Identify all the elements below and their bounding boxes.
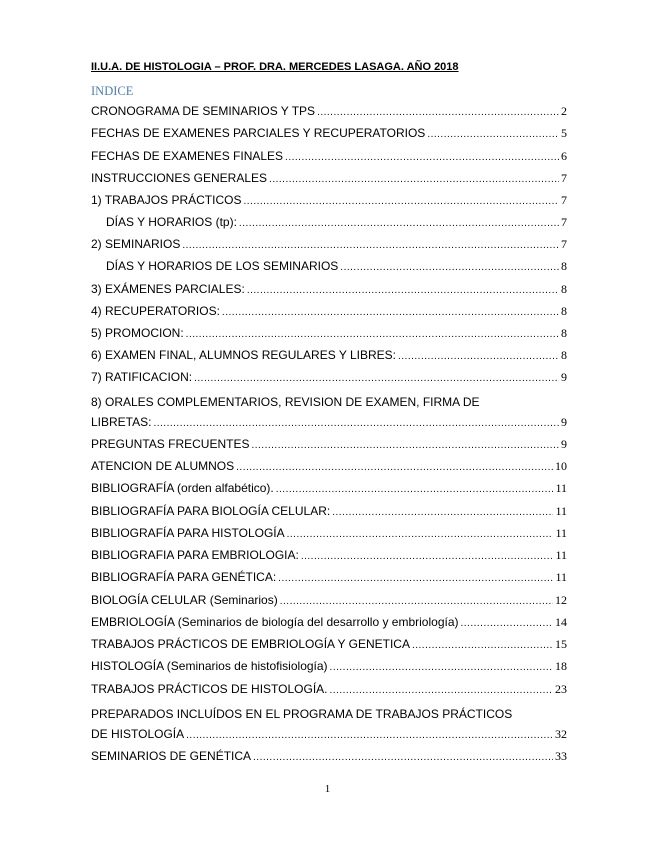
toc-entry-label: PREGUNTAS FRECUENTES xyxy=(91,437,250,451)
toc-entry-label: LIBRETAS: xyxy=(91,415,152,429)
toc-entry-cronograma[interactable] xyxy=(91,104,567,124)
toc-entry-preparados-line1[interactable]: PREPARADOS INCLUÍDOS EN EL PROGRAMA DE TRABAJOS PRÁCTICOS xyxy=(91,707,513,721)
toc-entry-label: BIBLIOGRAFÍA PARA HISTOLOGÍA xyxy=(91,526,285,540)
toc-entry-page: 7 xyxy=(561,193,567,207)
toc-entry-label: 5) PROMOCION: xyxy=(91,326,184,340)
toc-entry-label: HISTOLOGÍA (Seminarios de histofisiología) xyxy=(91,659,328,673)
toc-entry-label: ATENCION DE ALUMNOS xyxy=(91,459,235,473)
toc-entry-orales[interactable] xyxy=(91,415,567,435)
toc-entry-label: TRABAJOS PRÁCTICOS DE EMBRIOLOGÍA Y GENETICA xyxy=(91,637,410,651)
toc-entry-label: INSTRUCCIONES GENERALES xyxy=(91,171,268,185)
toc-leader-dots xyxy=(243,196,559,207)
toc-entry-page: 11 xyxy=(555,570,567,584)
toc-entry-page: 18 xyxy=(555,659,567,673)
toc-entry-orales-line1[interactable]: 8) ORALES COMPLEMENTARIOS, REVISION DE EXAMEN, FIRMA DE xyxy=(91,395,480,409)
toc-leader-dots xyxy=(186,730,553,741)
toc-leader-dots xyxy=(222,307,559,318)
toc-entry-page: 33 xyxy=(555,749,567,763)
toc-entry-atencion-alumnos[interactable] xyxy=(91,459,567,479)
toc-entry-recuperatorios[interactable] xyxy=(91,304,567,324)
document-title: II.U.A. DE HISTOLOGIA – PROF. DRA. MERCEDES LASAGA. AÑO 2018 xyxy=(91,61,459,73)
toc-entry-label: BIBLIOGRAFIA PARA EMBRIOLOGIA: xyxy=(91,548,299,562)
toc-entry-page: 2 xyxy=(561,104,567,118)
toc-entry-bibliografia-genetica[interactable] xyxy=(91,570,567,590)
toc-entry-label: BIBLIOGRAFÍA PARA GENÉTICA: xyxy=(91,570,277,584)
toc-entry-seminarios-genetica[interactable] xyxy=(91,749,567,769)
toc-entry-embriologia[interactable] xyxy=(91,615,567,635)
toc-entry-page: 11 xyxy=(555,548,567,562)
toc-entry-page: 11 xyxy=(555,526,567,540)
toc-entry-page: 9 xyxy=(561,415,567,429)
toc-leader-dots xyxy=(412,640,553,651)
toc-entry-page: 8 xyxy=(561,304,567,318)
toc-entry-seminarios[interactable] xyxy=(91,237,567,257)
toc-leader-dots xyxy=(340,262,559,273)
toc-entry-bibliografia-alfabetico[interactable] xyxy=(91,481,567,501)
toc-entry-label: 2) SEMINARIOS xyxy=(91,237,181,251)
toc-entry-page: 10 xyxy=(555,459,567,473)
toc-leader-dots xyxy=(276,484,554,495)
toc-leader-dots xyxy=(398,351,559,362)
toc-leader-dots xyxy=(332,507,553,518)
toc-leader-dots xyxy=(330,662,553,673)
toc-leader-dots xyxy=(330,685,554,696)
toc-entry-tp-histologia[interactable] xyxy=(91,682,567,702)
toc-leader-dots xyxy=(301,551,554,562)
toc-entry-label: CRONOGRAMA DE SEMINARIOS Y TPS xyxy=(91,104,316,118)
toc-entry-label: BIBLIOGRAFÍA PARA BIOLOGÍA CELULAR: xyxy=(91,504,331,518)
toc-entry-label: EMBRIOLOGÍA (Seminarios de biología del desarrollo y embriología) xyxy=(91,615,459,629)
toc-leader-dots xyxy=(278,573,553,584)
toc-entry-label: BIBLIOGRAFÍA (orden alfabético). xyxy=(91,481,274,495)
toc-entry-page: 23 xyxy=(555,682,567,696)
toc-leader-dots xyxy=(253,752,553,763)
toc-entry-fechas-parciales[interactable] xyxy=(91,126,567,146)
toc-entry-label: 3) EXÁMENES PARCIALES: xyxy=(91,282,245,296)
toc-entry-examen-final[interactable] xyxy=(91,348,567,368)
toc-entry-page: 32 xyxy=(555,727,567,741)
toc-entry-page: 12 xyxy=(555,593,567,607)
toc-entry-label: 4) RECUPERATORIOS: xyxy=(91,304,220,318)
toc-entry-page: 14 xyxy=(555,615,567,629)
toc-entry-page: 8 xyxy=(561,326,567,340)
toc-entry-promocion[interactable] xyxy=(91,326,567,346)
toc-entry-label: FECHAS DE EXAMENES FINALES xyxy=(91,149,284,163)
toc-entry-bibliografia-histologia[interactable] xyxy=(91,526,567,546)
toc-entry-page: 5 xyxy=(561,126,567,140)
toc-entry-page: 7 xyxy=(561,237,567,251)
toc-entry-page: 15 xyxy=(555,637,567,651)
toc-leader-dots xyxy=(247,285,559,296)
toc-entry-label: DÍAS Y HORARIOS (tp): xyxy=(106,215,237,229)
toc-entry-page: 7 xyxy=(561,215,567,229)
toc-entry-page: 11 xyxy=(555,481,567,495)
toc-entry-histologia-seminarios[interactable] xyxy=(91,659,567,679)
toc-leader-dots xyxy=(236,462,553,473)
toc-entry-page: 9 xyxy=(561,370,567,384)
toc-leader-dots xyxy=(317,107,559,118)
toc-entry-label: BIOLOGÍA CELULAR (Seminarios) xyxy=(91,593,278,607)
toc-entry-bibliografia-biologia-celular[interactable] xyxy=(91,504,567,524)
toc-leader-dots xyxy=(153,418,559,429)
toc-leader-dots xyxy=(287,529,554,540)
toc-leader-dots xyxy=(280,596,553,607)
toc-leader-dots xyxy=(461,618,554,629)
toc-entry-label: SEMINARIOS DE GENÉTICA xyxy=(91,749,252,763)
toc-leader-dots xyxy=(194,373,559,384)
toc-entry-biologia-celular[interactable] xyxy=(91,593,567,613)
toc-entry-trabajos-practicos[interactable] xyxy=(91,193,567,213)
toc-entry-label: FECHAS DE EXAMENES PARCIALES Y RECUPERATORIOS xyxy=(91,126,426,140)
toc-leader-dots xyxy=(285,152,559,163)
toc-entry-dias-horarios-seminarios[interactable] xyxy=(106,259,567,279)
toc-leader-dots xyxy=(239,218,559,229)
toc-entry-instrucciones[interactable] xyxy=(91,171,567,191)
toc-entry-page: 9 xyxy=(561,437,567,451)
toc-entry-examenes-parciales[interactable] xyxy=(91,282,567,302)
toc-entry-bibliografia-embriologia[interactable] xyxy=(91,548,567,568)
toc-entry-label: DÍAS Y HORARIOS DE LOS SEMINARIOS xyxy=(106,259,339,273)
page-number: 1 xyxy=(324,783,331,795)
toc-entry-preguntas-frecuentes[interactable] xyxy=(91,437,567,457)
toc-entry-label: 7) RATIFICACION: xyxy=(91,370,193,384)
toc-leader-dots xyxy=(186,329,559,340)
toc-entry-label: DE HISTOLOGÍA xyxy=(91,727,185,741)
toc-entry-page: 6 xyxy=(561,149,567,163)
toc-entry-dias-horarios-tp[interactable] xyxy=(106,215,567,235)
toc-entry-page: 8 xyxy=(561,282,567,296)
toc-entry-page: 7 xyxy=(561,171,567,185)
toc-entry-page: 8 xyxy=(561,259,567,273)
toc-leader-dots xyxy=(269,174,559,185)
toc-entry-label: TRABAJOS PRÁCTICOS DE HISTOLOGÍA. xyxy=(91,682,328,696)
toc-entry-label: 6) EXAMEN FINAL, ALUMNOS REGULARES Y LIBRES: xyxy=(91,348,396,362)
toc-entry-preparados[interactable] xyxy=(91,727,567,747)
toc-leader-dots xyxy=(182,240,559,251)
index-heading: INDICE xyxy=(91,84,134,98)
toc-entry-page: 8 xyxy=(561,348,567,362)
toc-entry-fechas-finales[interactable] xyxy=(91,149,567,169)
toc-leader-dots xyxy=(251,440,559,451)
toc-leader-dots xyxy=(427,129,559,140)
toc-entry-page: 11 xyxy=(555,504,567,518)
toc-entry-label: 1) TRABAJOS PRÁCTICOS xyxy=(91,193,242,207)
toc-entry-tp-embriologia-genetica[interactable] xyxy=(91,637,567,657)
toc-entry-ratificacion[interactable] xyxy=(91,370,567,390)
